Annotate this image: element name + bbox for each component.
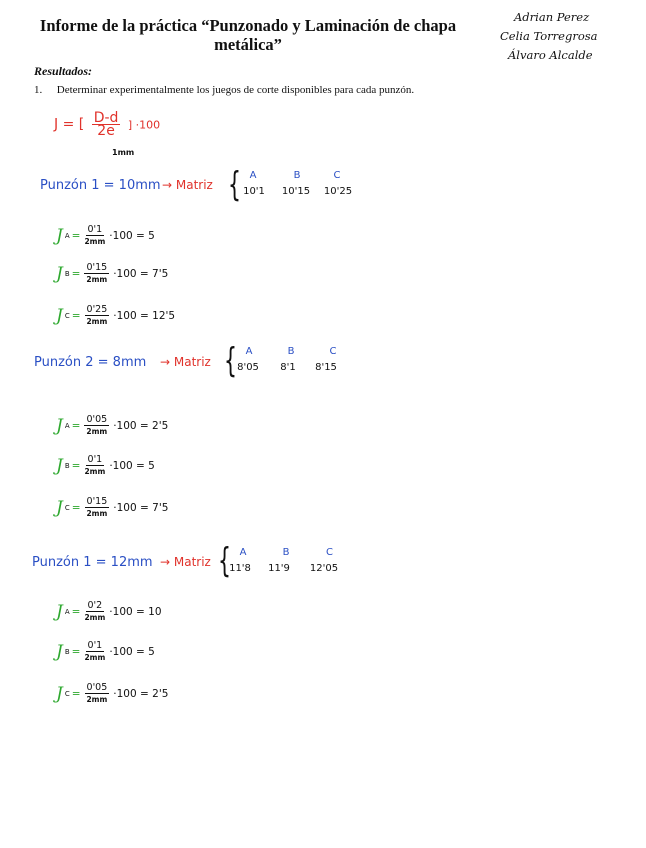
matrix-header-b: B <box>282 547 290 558</box>
result-denominator: 2mm <box>86 509 108 518</box>
matrix-value-a: 8'05 <box>237 362 259 373</box>
result-tail: ·100 = 2'5 <box>113 419 169 432</box>
result-sub: B <box>64 461 70 470</box>
formula-denominator: 2e <box>97 123 115 139</box>
result-fraction <box>84 262 109 285</box>
matrix-header-c: C <box>329 346 337 357</box>
result-jb: J B = 0'15 2mm ·100 = 7'5 <box>56 262 169 284</box>
document-title <box>28 16 468 54</box>
matrix-headers <box>232 346 338 357</box>
matrix-values <box>228 362 344 373</box>
result-ja: J A = 0'1 2mm ·100 = 5 <box>56 224 155 246</box>
result-numerator: 0'05 <box>86 682 108 693</box>
result-denominator: 2mm <box>86 695 108 704</box>
matrix-header-b: B <box>287 346 295 357</box>
formula-fraction <box>92 112 121 137</box>
matrix-brace: { <box>224 341 237 381</box>
matrix-brace: { <box>228 165 241 205</box>
result-tail: ·100 = 10 <box>109 605 162 618</box>
formula-note: 1mm <box>112 148 135 157</box>
matrix-value-b: 11'9 <box>268 563 290 574</box>
result-denominator: 2mm <box>86 317 108 326</box>
result-denominator: 2mm <box>84 613 106 622</box>
result-sub: C <box>64 311 70 320</box>
result-numerator: 0'1 <box>87 224 103 235</box>
matrix-headers <box>226 547 332 558</box>
result-sub: C <box>64 689 70 698</box>
result-numerator: 0'05 <box>86 414 108 425</box>
author-2: Celia Torregrosa <box>500 29 598 43</box>
result-fraction <box>84 640 105 663</box>
matrix-header-a: A <box>245 346 253 357</box>
result-tail: ·100 = 7'5 <box>113 267 169 280</box>
formula <box>54 112 160 137</box>
result-tail: ·100 = 12'5 <box>113 309 176 322</box>
matrix-value-a: 11'8 <box>229 563 251 574</box>
matrix-value-c: 10'25 <box>323 186 353 197</box>
result-jb: J B = 0'1 2mm ·100 = 5 <box>56 454 155 476</box>
task-number: 1. <box>34 84 43 96</box>
result-numerator: 0'1 <box>87 454 103 465</box>
result-fraction <box>84 600 105 623</box>
result-numerator: 0'15 <box>86 496 108 507</box>
result-fraction <box>85 496 110 519</box>
matrix-header-c: C <box>326 547 333 558</box>
punzon-label: Punzón 2 = 8mm <box>34 355 147 370</box>
title-line-1: Informe de la práctica “Punzonado y Laminación de chapa <box>39 16 457 35</box>
result-tail: ·100 = 5 <box>109 459 155 472</box>
matrix-header-b: B <box>293 170 301 181</box>
result-tail: ·100 = 5 <box>109 645 155 658</box>
result-numerator: 0'2 <box>87 600 103 611</box>
result-denominator: 2mm <box>84 467 106 476</box>
result-jc: J C = 0'25 2mm ·100 = 12'5 <box>56 304 176 326</box>
result-ja: J A = 0'05 2mm ·100 = 2'5 <box>56 414 169 436</box>
formula-rhs: ] ·100 <box>127 118 161 132</box>
matrix-value-b: 8'1 <box>280 362 296 373</box>
result-denominator: 2mm <box>86 427 108 436</box>
matrix-values <box>222 563 348 574</box>
result-fraction <box>85 304 110 327</box>
result-denominator: 2mm <box>86 275 108 284</box>
matrix-arrow: → Matriz <box>162 178 213 192</box>
matrix-value-a: 10'1 <box>243 186 265 197</box>
result-sub: B <box>64 269 70 278</box>
task-item <box>34 84 414 96</box>
matrix-brace: { <box>218 541 231 581</box>
author-3: Álvaro Alcalde <box>508 48 593 62</box>
result-jc: J C = 0'05 2mm ·100 = 2'5 <box>56 682 169 704</box>
punzon-label: Punzón 1 = 10mm <box>40 178 161 193</box>
matrix-header-a: A <box>239 547 247 558</box>
result-sub: C <box>64 503 70 512</box>
result-fraction <box>84 224 105 247</box>
result-fraction <box>84 454 105 477</box>
matrix-arrow: → Matriz <box>160 355 211 369</box>
result-tail: ·100 = 2'5 <box>113 687 169 700</box>
result-fraction <box>84 414 109 437</box>
matrix-values <box>234 186 358 197</box>
results-heading: Resultados: <box>34 64 93 78</box>
result-numerator: 0'15 <box>86 262 108 273</box>
matrix-value-c: 12'05 <box>309 563 339 574</box>
matrix-headers <box>236 170 342 181</box>
matrix-value-b: 10'15 <box>281 186 311 197</box>
title-line-2: metálica” <box>214 35 282 54</box>
formula-lhs: J = [ <box>54 116 85 133</box>
result-tail: ·100 = 5 <box>109 229 155 242</box>
matrix-value-c: 8'15 <box>315 362 337 373</box>
punzon-label: Punzón 1 = 12mm <box>32 555 153 570</box>
author-1: Adrian Perez <box>514 10 590 24</box>
task-text: Determinar experimentalmente los juegos de corte disponibles para cada punzón. <box>56 84 415 96</box>
result-sub: A <box>64 607 70 616</box>
result-jb: J B = 0'1 2mm ·100 = 5 <box>56 640 155 662</box>
result-sub: A <box>64 421 70 430</box>
result-fraction <box>85 682 110 705</box>
matrix-header-c: C <box>333 170 341 181</box>
result-numerator: 0'25 <box>86 304 108 315</box>
result-sub: B <box>64 647 70 656</box>
result-ja: J A = 0'2 2mm ·100 = 10 <box>56 600 162 622</box>
formula-numerator: D-d <box>93 110 119 126</box>
result-numerator: 0'1 <box>87 640 103 651</box>
matrix-header-a: A <box>249 170 257 181</box>
matrix-arrow: → Matriz <box>160 555 211 569</box>
result-denominator: 2mm <box>84 653 106 662</box>
result-sub: A <box>64 231 70 240</box>
result-tail: ·100 = 7'5 <box>113 501 169 514</box>
result-denominator: 2mm <box>84 237 106 246</box>
result-jc: J C = 0'15 2mm ·100 = 7'5 <box>56 496 169 518</box>
authors-block <box>500 8 598 65</box>
